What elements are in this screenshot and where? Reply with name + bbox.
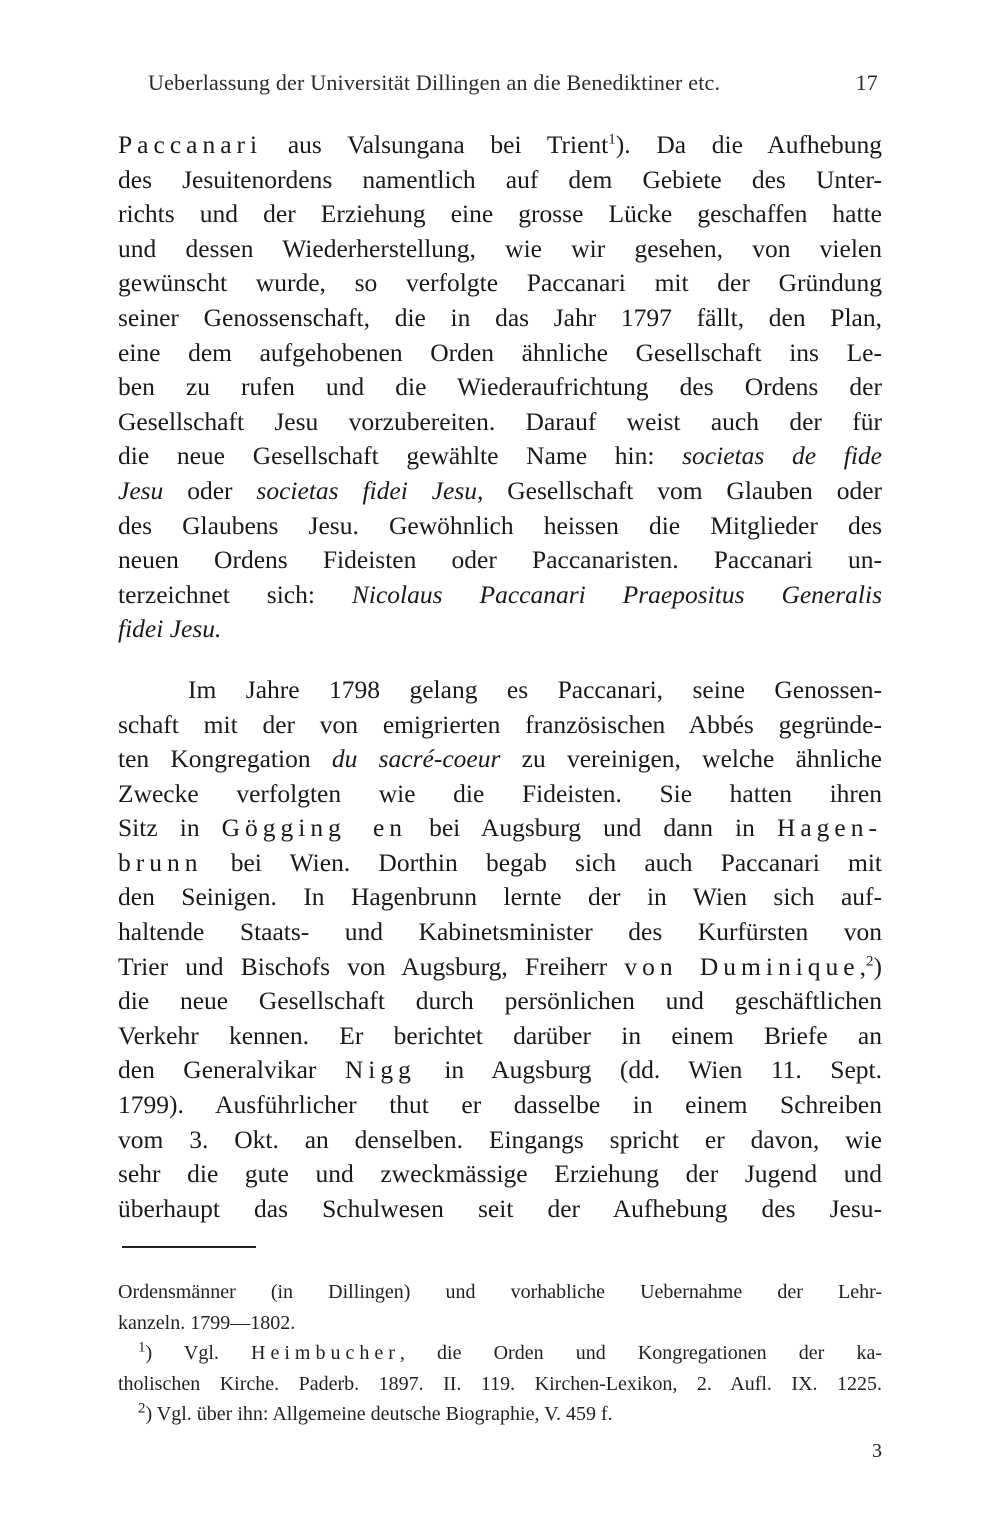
text-line: Im Jahre 1798 gelang es Paccanari, seine Genossen- — [188, 674, 882, 704]
footnote-continuation-line: Ordensmänner (in Dillingen) und vorhabliche Uebernahme der Lehr- — [118, 1281, 882, 1303]
text-line: die neue Gesellschaft durch persönlichen und geschäftlichen — [118, 986, 882, 1016]
latin-term: societas de fide — [682, 441, 882, 471]
footnote-continuation-line: kanzeln. 1799—1802. — [118, 1311, 296, 1334]
page-number: 17 — [855, 70, 878, 95]
text-line: Zwecke verfolgten wie die Fideisten. Sie hatten ihren — [118, 778, 882, 808]
text-line: richts und der Erziehung eine grosse Lücke geschaffen hatte — [118, 199, 882, 229]
spaced-name: Gögging en — [221, 813, 408, 843]
text-line: gewünscht wurde, so verfolgte Paccanari mit der Gründung — [118, 268, 882, 298]
spaced-name: Nigg — [344, 1055, 416, 1085]
text-line: vom 3. Okt. an denselben. Eingangs spricht er davon, wie — [118, 1124, 882, 1154]
text-line: die neue Gesellschaft gewählte Name hin: societas de fide — [118, 441, 882, 471]
paragraph-gap — [118, 647, 882, 673]
paragraph-1 — [118, 128, 882, 647]
text-line: und dessen Wiederherstellung, wie wir gesehen, von vielen — [118, 233, 882, 263]
text-line: überhaupt das Schulwesen seit der Aufhebung des Jesu- — [118, 1193, 882, 1223]
spaced-name: Heimbucher — [251, 1342, 400, 1364]
text-line: den Generalvikar Nigg in Augsburg (dd. Wien 11. Sept. — [118, 1055, 882, 1085]
signature-mark: 3 — [872, 1440, 882, 1462]
running-head-title: Ueberlassung der Universität Dillingen an die Benediktiner etc. — [148, 70, 721, 95]
latin-term: societas fidei Jesu, — [256, 475, 484, 505]
footnote-2: $^2$) Vgl. über ihn: Allgemeine deutsche Biographie, V. 459 f. — [138, 1400, 613, 1425]
footnote-1-line-2: tholischen Kirche. Paderb. 1897. II. 119. Kirchen-Lexikon, 2. Aufl. IX. 1225. — [118, 1372, 882, 1395]
spaced-name: Hagen- — [776, 813, 882, 843]
latin-term: Jesu — [118, 475, 164, 505]
footnote-ref: 2 — [865, 953, 874, 970]
text-line: Jesu oder societas fidei Jesu, Gesellschaft vom Glauben oder — [118, 475, 883, 505]
text-line: den Seinigen. In Hagenbrunn lernte der in Wien sich auf- — [118, 882, 882, 912]
text-line: Paccanari aus Valsungana bei Trient$^1$). Da die Aufhebung — [118, 130, 883, 159]
latin-title: Nicolaus Paccanari Praepositus Generalis — [351, 579, 883, 609]
running-header — [148, 70, 878, 106]
spaced-name: brunn — [118, 847, 203, 877]
spaced-name: Paccanari — [118, 130, 263, 159]
footnotes — [118, 1277, 882, 1430]
text-line: sehr die gute und zweckmässige Erziehung der Jugend und — [118, 1159, 882, 1189]
footnote-marker: 2 — [138, 1400, 146, 1417]
text-line: Gesellschaft Jesu vorzubereiten. Darauf weist auch der für — [118, 406, 882, 436]
text-line: des Jesuitenordens namentlich auf dem Gebiete des Unter- — [118, 164, 882, 194]
text-line: Verkehr kennen. Er berichtet darüber in einem Briefe an — [118, 1020, 882, 1050]
text-line: schaft mit der von emigrierten französischen Abbés gegründe- — [118, 709, 882, 739]
text-line: brunn bei Wien. Dorthin begab sich auch Paccanari mit — [118, 847, 882, 877]
text-line: Trier und Bischofs von Augsburg, Freiherr von Duminique,$^2$) — [118, 951, 882, 981]
footnote-separator — [122, 1246, 256, 1248]
footnote-marker: 1 — [138, 1339, 146, 1356]
text-line: terzeichnet sich: Nicolaus Paccanari Praepositus Generalis — [118, 579, 883, 609]
text-line: 1799). Ausführlicher thut er dasselbe in einem Schreiben — [118, 1090, 882, 1120]
text-line: seiner Genossenschaft, die in das Jahr 1797 fällt, den Plan, — [118, 302, 882, 332]
text-line: ten Kongregation du sacré-coeur zu vereinigen, welche ähnliche — [118, 744, 882, 774]
text-line: haltende Staats- und Kabinetsminister des Kurfürsten von — [118, 917, 882, 947]
body-text — [118, 128, 882, 1226]
text-line: eine dem aufgehobenen Orden ähnliche Gesellschaft ins Le- — [118, 337, 882, 367]
text-line: Sitz in Gögging en bei Augsburg und dann in Hagen- — [118, 813, 882, 843]
latin-title: fidei Jesu. — [118, 614, 222, 644]
text-line: des Glaubens Jesu. Gewöhnlich heissen die Mitglieder des — [118, 510, 882, 540]
paragraph-2 — [118, 673, 882, 1227]
text-line: ben zu rufen und die Wiederaufrichtung des Ordens der — [118, 372, 882, 402]
footnote-1: $^1$) Vgl. Heimbucher, die Orden und Kongregationen der ka- — [138, 1339, 882, 1364]
text-line — [118, 612, 882, 647]
spaced-name: von Duminique — [624, 951, 860, 981]
text-line: neuen Ordens Fideisten oder Paccanaristen. Paccanari un- — [118, 545, 882, 575]
french-term: du sacré-coeur — [331, 744, 501, 774]
footnote-ref: 1 — [608, 131, 616, 148]
